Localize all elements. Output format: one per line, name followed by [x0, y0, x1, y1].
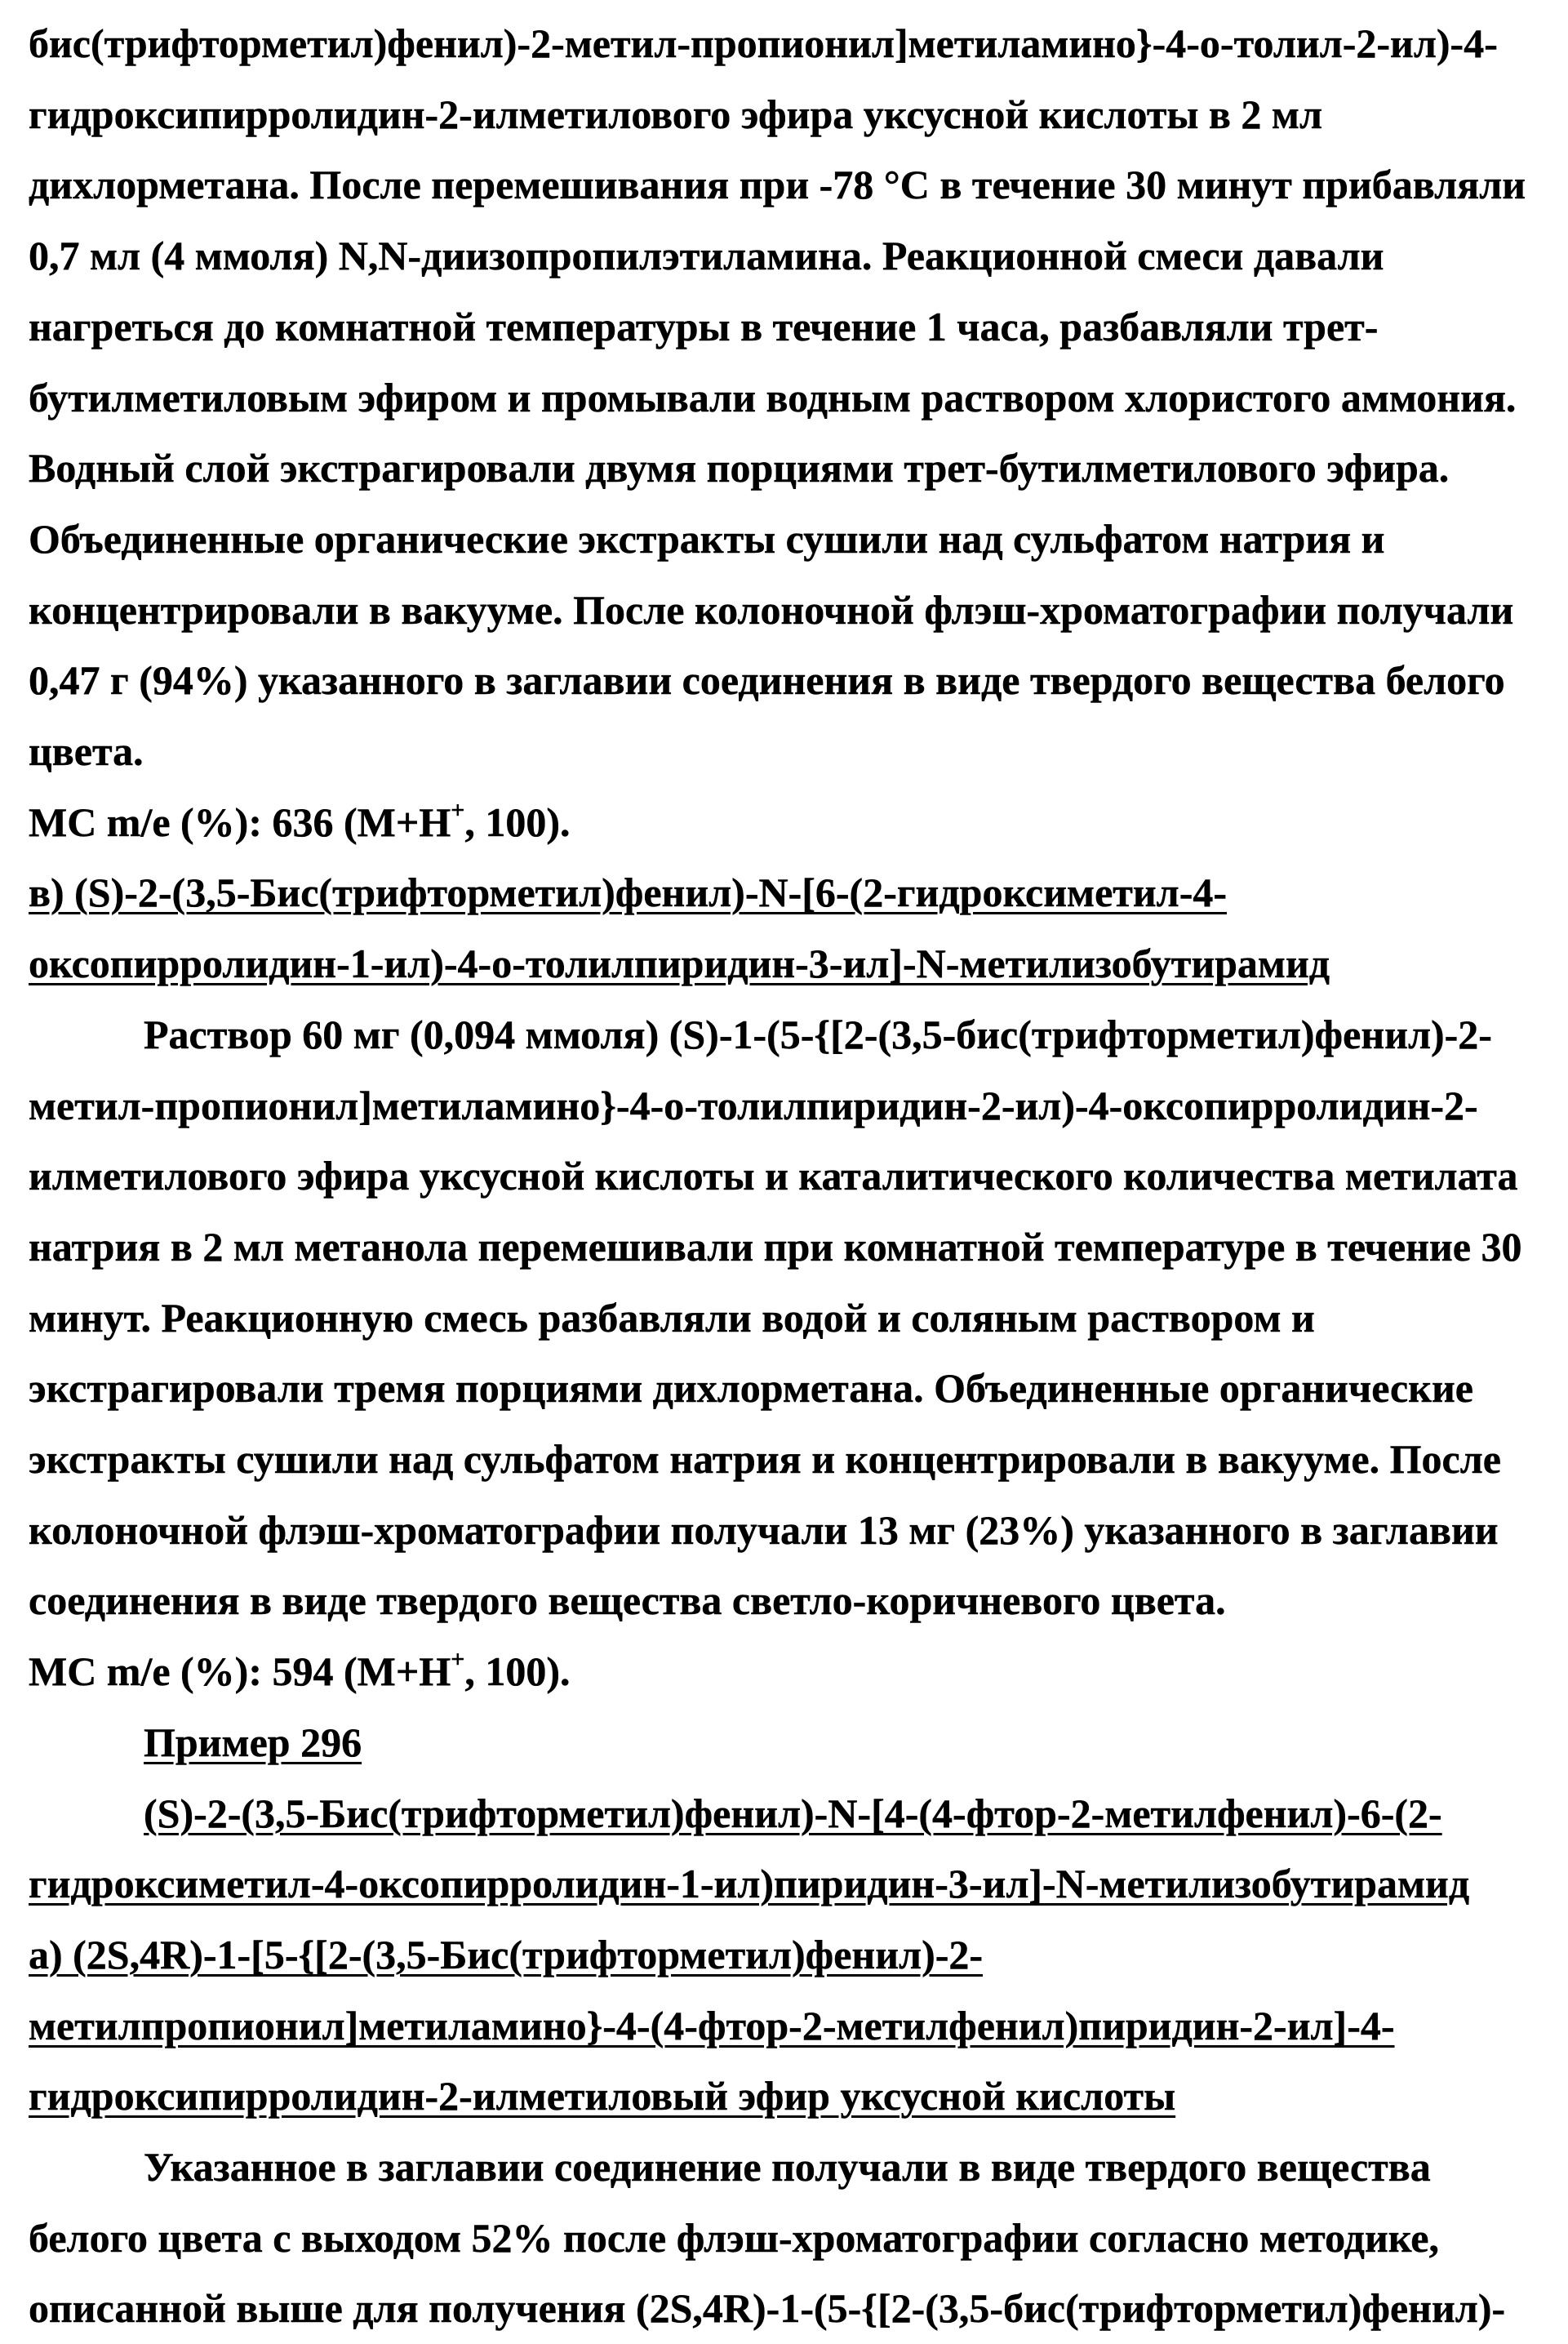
paragraph-line: цвета. [29, 728, 144, 774]
mass-spec-text: MC m/e (%): 636 (M+H [29, 798, 451, 845]
paragraph-line: Указанное в заглавии соединение получали в виде твердого вещества [144, 2144, 1431, 2190]
mass-spec-result [29, 1636, 570, 1707]
compound-title-text: (S)-2-(3,5-Бис(трифторметил)фенил)-N-[4-(4-фтор-2-метилфенил)-6-(2- [144, 1790, 1442, 1836]
section-heading-a [29, 2061, 1175, 2132]
paragraph-line: Объединенные органические экстракты сушили над сульфатом натрия и [29, 515, 1385, 562]
paragraph-line: 0,7 мл (4 ммоля) N,N-диизопропилэтиламина. Реакционной смеси давали [29, 233, 1384, 279]
paragraph-line: бутилметиловым эфиром и промывали водным раствором хлористого аммония. [29, 374, 1517, 420]
paragraph-line: Раствор 60 мг (0,094 ммоля) (S)-1-(5-{[2-(3,5-бис(трифторметил)фенил)-2- [144, 1011, 1492, 1057]
paragraph-line: соединения в виде твердого вещества светло-коричневого цвета. [29, 1577, 1226, 1624]
paragraph-line: дихлорметана. После перемешивания при -78 °C в течение 30 минут прибавляли [29, 162, 1526, 208]
paragraph-line: Водный слой экстрагировали двумя порциями трет-бутилметилового эфира. [29, 445, 1450, 491]
example-heading [144, 1707, 362, 1778]
heading-text: метилпропионил]метиламино}-4-(4-фтор-2-метилфенил)пиридин-2-ил]-4- [29, 2002, 1395, 2048]
paragraph-line: минут. Реакционную смесь разбавляли водой и соляным раствором и [29, 1294, 1315, 1341]
paragraph-line: илметилового эфира уксусной кислоты и каталитического количества метилата [29, 1153, 1518, 1199]
superscript-charge: + [451, 797, 465, 825]
section-heading-a [29, 1919, 983, 1990]
paragraph-line: натрия в 2 мл метанола перемешивали при комнатной температуре в течение 30 [29, 1223, 1522, 1270]
mass-spec-result [29, 787, 570, 858]
heading-text: в) (S)-2-(3,5-Бис(трифторметил)фенил)-N-[6-(2-гидроксиметил-4- [29, 870, 1227, 916]
superscript-charge: + [451, 1646, 465, 1674]
paragraph-line: гидроксипирролидин-2-илметилового эфира уксусной кислоты в 2 мл [29, 91, 1323, 137]
paragraph-line: концентрировали в вакууме. После колоночной флэш-хроматографии получали [29, 586, 1514, 633]
paragraph-line: описанной выше для получения (2S,4R)-1-(5-{[2-(3,5-бис(трифторметил)фенил)- [29, 2285, 1506, 2332]
compound-title-text: гидроксиметил-4-оксопирролидин-1-ил)пиридин-3-ил]-N-метилизобутирамид [29, 1861, 1470, 1907]
paragraph-line: нагреться до комнатной температуры в течение 1 часа, разбавляли трет- [29, 303, 1379, 349]
paragraph-line: 0,47 г (94%) указанного в заглавии соединения в виде твердого вещества белого [29, 657, 1505, 704]
heading-text: оксопирролидин-1-ил)-4-о-толилпиридин-3-ил]-N-метилизобутирамид [29, 941, 1330, 987]
section-heading-a [29, 1990, 1395, 2062]
paragraph-line: колоночной флэш-хроматографии получали 13 мг (23%) указанного в заглавии [29, 1506, 1499, 1553]
mass-spec-text-end: , 100). [464, 798, 571, 845]
paragraph-line: метил-пропионил]метиламино}-4-о-толилпиридин-2-ил)-4-оксопирролидин-2- [29, 1082, 1478, 1128]
section-heading-v [29, 928, 1330, 999]
heading-text: гидроксипирролидин-2-илметиловый эфир уксусной кислоты [29, 2073, 1176, 2119]
paragraph-line: экстрагировали тремя порциями дихлорметана. Объединенные органические [29, 1365, 1473, 1412]
paragraph-line: бис(трифторметил)фенил)-2-метил-пропионил]метиламино}-4-о-толил-2-ил)-4- [29, 20, 1498, 66]
compound-title [144, 1778, 1442, 1849]
mass-spec-text-end: , 100). [464, 1648, 571, 1695]
compound-title [29, 1848, 1469, 1919]
example-number: Пример 296 [144, 1719, 362, 1765]
heading-text: а) (2S,4R)-1-[5-{[2-(3,5-Бис(трифторметил)фенил)-2- [29, 1931, 984, 1977]
section-heading-v [29, 857, 1227, 928]
paragraph-line: экстракты сушили над сульфатом натрия и концентрировали в вакууме. После [29, 1436, 1501, 1482]
mass-spec-text: MC m/e (%): 594 (M+H [29, 1648, 451, 1695]
paragraph-line: белого цвета с выходом 52% после флэш-хроматографии согласно методике, [29, 2214, 1440, 2261]
